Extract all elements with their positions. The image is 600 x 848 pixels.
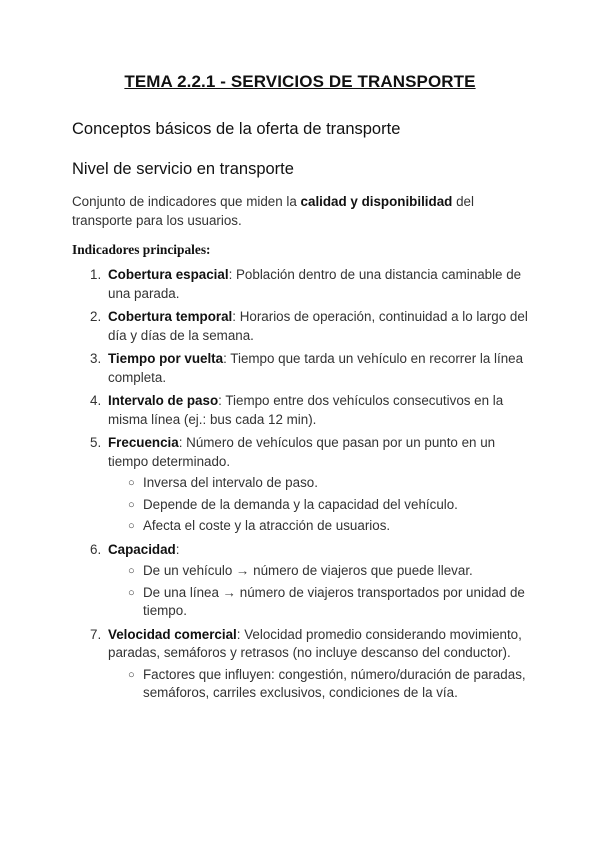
item-text: : Número de vehículos que pasan por un punto en un tiempo determinado. (108, 435, 496, 469)
item-number: 3. (90, 351, 102, 366)
list-item (72, 266, 532, 303)
item-term: Tiempo por vuelta (108, 351, 224, 366)
list-item (72, 350, 532, 387)
intro-paragraph (72, 192, 532, 230)
indicators-heading: Indicadores principales: (72, 242, 211, 257)
sub-list (108, 474, 532, 536)
item-term: Cobertura espacial (108, 267, 229, 282)
item-term: Velocidad comercial (108, 626, 237, 642)
item-number: 2. (90, 309, 102, 324)
list-item (72, 541, 532, 621)
item-term: Cobertura temporal (108, 309, 233, 324)
bullet-circle-icon: ○ (128, 586, 135, 599)
list-item (72, 434, 532, 536)
intro-text-bold: calidad y disponibilidad (300, 194, 453, 209)
bullet-circle-icon: ○ (128, 520, 135, 532)
sub-list (108, 562, 532, 621)
sub-list-item: ○ Afecta el coste y la atracción de usuarios. (108, 517, 532, 536)
item-text: : Velocidad promedio considerando movimiento, paradas, semáforos y retrasos (no incluye descanso del conductor). (108, 626, 522, 660)
item-number: 4. (90, 393, 102, 408)
section-heading: Conceptos básicos de la oferta de transporte (72, 120, 401, 138)
sub-list-item: ○ Depende de la demanda y la capacidad del vehículo. (108, 496, 532, 515)
list-item (72, 308, 532, 345)
sub-list-item: ○ De un vehículo → número de viajeros que puede llevar. (108, 562, 532, 581)
sub-list-item: ○ Inversa del intervalo de paso. (108, 474, 532, 493)
item-term: Intervalo de paso (108, 393, 219, 408)
bullet-circle-icon: ○ (128, 668, 135, 681)
subsection-heading: Nivel de servicio en transporte (72, 160, 294, 178)
item-text: : Horarios de operación, continuidad a lo largo del día y días de la semana. (108, 309, 528, 343)
item-text: : Tiempo que tarda un vehículo en recorrer la línea completa. (108, 351, 524, 385)
indicators-list (72, 266, 532, 708)
item-text: : Población dentro de una distancia caminable de una parada. (108, 267, 522, 301)
sub-list-item: ○ De una línea → número de viajeros transportados por unidad de tiempo. (128, 584, 525, 618)
item-number: 7. (90, 626, 102, 642)
intro-text-pre: Conjunto de indicadores que miden la (72, 194, 301, 209)
bullet-circle-icon: ○ (128, 565, 135, 577)
bullet-circle-icon: ○ (128, 477, 135, 489)
document-title: TEMA 2.2.1 - SERVICIOS DE TRANSPORTE (124, 72, 476, 91)
item-number: 6. (90, 541, 102, 557)
item-term: Capacidad (108, 541, 176, 557)
item-text: : (175, 541, 180, 557)
item-text: : Tiempo entre dos vehículos consecutivos en la misma línea (ej.: bus cada 12 min). (108, 393, 504, 427)
item-number: 5. (90, 435, 102, 450)
sub-list-item: ○ Factores que influyen: congestión, número/duración de paradas, semáforos, carriles exclusivos, condiciones de la vía. (128, 666, 526, 700)
item-term: Frecuencia (108, 435, 179, 450)
item-number: 1. (90, 267, 102, 282)
list-item (72, 392, 532, 429)
bullet-circle-icon: ○ (128, 498, 135, 511)
intro-text-post: del transporte para los usuarios. (72, 194, 474, 228)
list-item (72, 626, 532, 703)
sub-list (108, 666, 532, 703)
